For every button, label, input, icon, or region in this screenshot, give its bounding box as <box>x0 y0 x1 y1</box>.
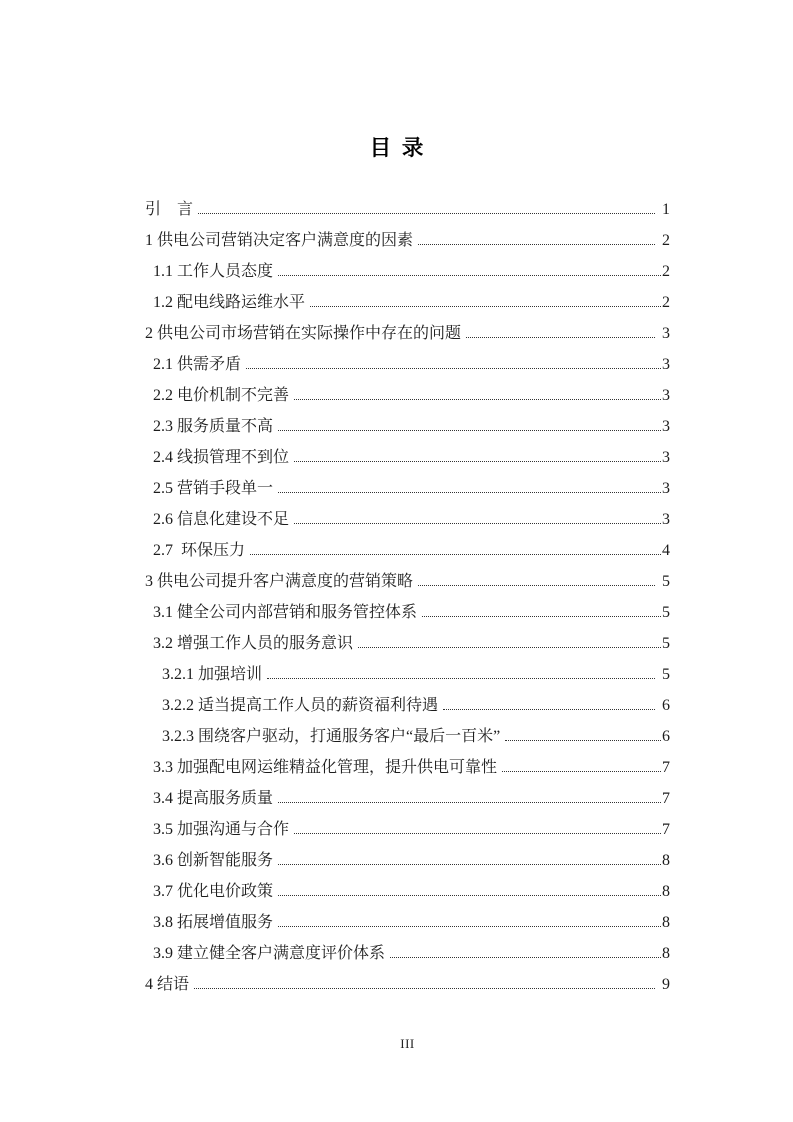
toc-entry-label: 3.9 建立健全客户满意度评价体系 <box>153 945 386 962</box>
toc-entry-page-number: 8 <box>662 883 670 900</box>
toc-entry-label: 1.1 工作人员态度 <box>153 263 274 280</box>
toc-entry-label: 3.8 拓展增值服务 <box>153 914 274 931</box>
toc-entry[interactable] <box>145 721 670 752</box>
toc-entry[interactable] <box>145 969 670 1000</box>
toc-entry[interactable] <box>145 783 670 814</box>
toc-entry[interactable] <box>145 752 670 783</box>
toc-entry-label: 3.6 创新智能服务 <box>153 852 274 869</box>
toc-entry-page-number: 8 <box>662 852 670 869</box>
dot-leader <box>418 244 655 245</box>
toc-entry-label: 2.5 营销手段单一 <box>153 480 274 497</box>
toc-entry-label: 2.7 环保压力 <box>153 542 246 559</box>
toc-entry-label: 4 结语 <box>145 976 190 993</box>
dot-leader <box>294 833 661 834</box>
toc-entry-label: 3.2.3 围绕客户驱动，打通服务客户“最后一百米” <box>162 728 501 745</box>
toc-entry-label: 3.1 健全公司内部营销和服务管控体系 <box>153 604 418 621</box>
toc-entry-page-number: 7 <box>662 759 670 776</box>
dot-leader <box>443 709 655 710</box>
dot-leader <box>246 368 661 369</box>
toc-entry-label: 1.2 配电线路运维水平 <box>153 294 306 311</box>
toc-entry-page-number: 4 <box>662 542 670 559</box>
toc-entry[interactable] <box>145 566 670 597</box>
toc-entry[interactable] <box>145 473 670 504</box>
dot-leader <box>278 275 661 276</box>
toc-entry-page-number: 5 <box>662 604 670 621</box>
toc-entry[interactable] <box>145 442 670 473</box>
toc-entry-page-number: 7 <box>662 821 670 838</box>
toc-entry-label: 3.4 提高服务质量 <box>153 790 274 807</box>
toc-entry[interactable] <box>145 349 670 380</box>
toc-entry-page-number: 3 <box>662 480 670 497</box>
dot-leader <box>194 988 655 989</box>
toc-entry[interactable] <box>145 938 670 969</box>
toc-entry-label: 2.4 线损管理不到位 <box>153 449 290 466</box>
toc-entry[interactable] <box>145 659 670 690</box>
dot-leader <box>358 647 661 648</box>
toc-entry-label: 2.2 电价机制不完善 <box>153 387 290 404</box>
toc-entry-page-number: 3 <box>662 325 670 342</box>
toc-entry-label: 2.3 服务质量不高 <box>153 418 274 435</box>
toc-entry-label: 3.7 优化电价政策 <box>153 883 274 900</box>
dot-leader <box>278 864 661 865</box>
dot-leader <box>278 802 661 803</box>
toc-entry[interactable] <box>145 628 670 659</box>
toc-entry-page-number: 8 <box>662 945 670 962</box>
toc-entry-page-number: 5 <box>662 573 670 590</box>
toc-entry[interactable] <box>145 876 670 907</box>
toc-entry[interactable] <box>145 535 670 566</box>
dot-leader <box>294 523 661 524</box>
toc-entry[interactable] <box>145 225 670 256</box>
toc-entry[interactable] <box>145 597 670 628</box>
toc-entry-page-number: 2 <box>662 294 670 311</box>
toc-entry-label: 引 言 <box>145 201 194 218</box>
dot-leader <box>418 585 655 586</box>
dot-leader <box>294 399 661 400</box>
dot-leader <box>422 616 661 617</box>
toc-entry-page-number: 3 <box>662 387 670 404</box>
toc-list <box>145 194 670 1000</box>
toc-entry-label: 2.6 信息化建设不足 <box>153 511 290 528</box>
toc-entry-page-number: 5 <box>662 666 670 683</box>
page-number-footer: III <box>400 1036 415 1051</box>
toc-entry-page-number: 2 <box>662 232 670 249</box>
dot-leader <box>278 926 661 927</box>
toc-entry-label: 2 供电公司市场营销在实际操作中存在的问题 <box>145 325 462 342</box>
dot-leader <box>250 554 661 555</box>
dot-leader <box>267 678 655 679</box>
dot-leader <box>278 895 661 896</box>
toc-entry[interactable] <box>145 845 670 876</box>
toc-entry[interactable] <box>145 411 670 442</box>
toc-entry-page-number: 3 <box>662 418 670 435</box>
toc-entry-page-number: 6 <box>662 728 670 745</box>
toc-entry-page-number: 7 <box>662 790 670 807</box>
dot-leader <box>198 213 655 214</box>
toc-entry-label: 2.1 供需矛盾 <box>153 356 242 373</box>
dot-leader <box>278 492 661 493</box>
toc-entry-label: 1 供电公司营销决定客户满意度的因素 <box>145 232 414 249</box>
toc-entry[interactable] <box>145 194 670 225</box>
toc-entry-label: 3.2.1 加强培训 <box>162 666 263 683</box>
dot-leader <box>294 461 661 462</box>
toc-entry-label: 3.2 增强工作人员的服务意识 <box>153 635 354 652</box>
dot-leader <box>502 771 661 772</box>
toc-entry-page-number: 3 <box>662 449 670 466</box>
dot-leader <box>390 957 661 958</box>
toc-entry[interactable] <box>145 907 670 938</box>
toc-entry-page-number: 2 <box>662 263 670 280</box>
toc-entry-label: 3.5 加强沟通与合作 <box>153 821 290 838</box>
toc-entry-page-number: 3 <box>662 511 670 528</box>
toc-entry[interactable] <box>145 256 670 287</box>
dot-leader <box>505 740 661 741</box>
toc-entry-label: 3.3 加强配电网运维精益化管理，提升供电可靠性 <box>153 759 498 776</box>
toc-entry-page-number: 9 <box>662 976 670 993</box>
toc-entry[interactable] <box>145 814 670 845</box>
toc-entry-page-number: 5 <box>662 635 670 652</box>
toc-entry[interactable] <box>145 504 670 535</box>
toc-entry-label: 3.2.2 适当提高工作人员的薪资福利待遇 <box>162 697 439 714</box>
dot-leader <box>466 337 655 338</box>
toc-entry-page-number: 8 <box>662 914 670 931</box>
toc-entry-page-number: 6 <box>662 697 670 714</box>
dot-leader <box>278 430 661 431</box>
toc-entry-page-number: 1 <box>662 201 670 218</box>
dot-leader <box>310 306 661 307</box>
toc-title: 目 录 <box>369 136 424 160</box>
toc-entry-page-number: 3 <box>662 356 670 373</box>
toc-entry-label: 3 供电公司提升客户满意度的营销策略 <box>145 573 414 590</box>
toc-entry[interactable] <box>145 690 670 721</box>
toc-entry[interactable] <box>145 380 670 411</box>
toc-entry[interactable] <box>145 318 670 349</box>
toc-entry[interactable] <box>145 287 670 318</box>
